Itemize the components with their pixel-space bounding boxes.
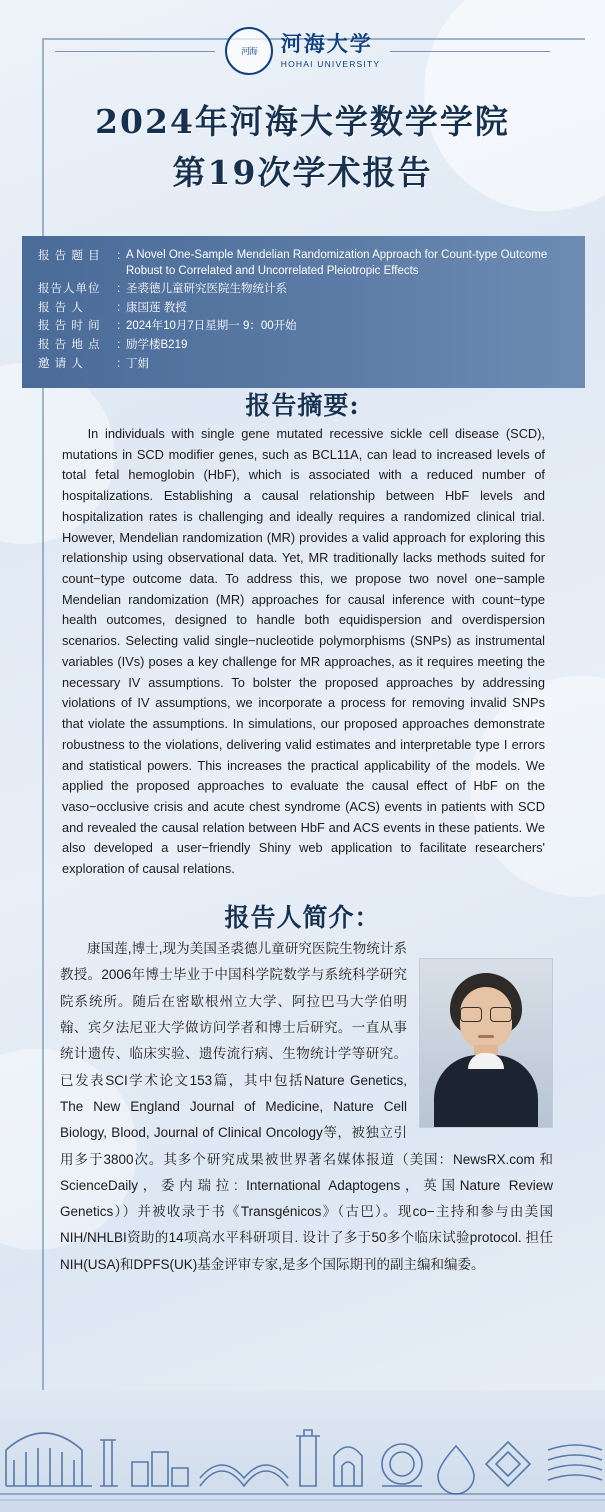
lecture-info-band: [22, 236, 585, 388]
university-seal-icon: [225, 27, 273, 75]
info-colon: ：: [116, 357, 128, 370]
title-line-1: 2024年河海大学数学学院: [95, 102, 510, 141]
info-row: [38, 356, 571, 373]
info-value-topic: A Novel One-Sample Mendelian Randomization Approach for Count-type Outcome Robust to Correlated and Uncorrelated Pleiotropic Effects: [126, 249, 548, 277]
info-label: 报 告 人: [38, 301, 84, 314]
info-label: 报告人单位: [38, 283, 101, 296]
info-colon: ：: [116, 283, 128, 296]
info-colon: ：: [116, 320, 128, 333]
university-logo: [225, 27, 381, 75]
title-line-2: 第19次学术报告: [172, 153, 433, 193]
info-colon: ：: [116, 339, 128, 352]
info-row: [38, 281, 571, 298]
info-value-time: 2024年10月7日星期一 9：00开始: [126, 320, 297, 333]
skyline-illustration: [0, 1390, 605, 1512]
abstract-heading: 报告摘要:: [245, 391, 360, 420]
info-colon: ：: [116, 250, 128, 262]
info-label: 报 告 题 目: [38, 250, 101, 262]
info-row: [38, 337, 571, 354]
info-value-affiliation: 圣裘德儿童研究医院生物统计系: [126, 283, 287, 296]
info-colon: ：: [116, 301, 128, 314]
bio-section: [60, 936, 553, 1278]
abstract-text: In individuals with single gene mutated recessive sickle cell disease (SCD), mutations in SCD modifier genes, such as BCL11A, can lead to increased levels of total fetal hemoglobin (HbF), which is associated with a reduced number of hospitalizations. Establishing a causal relationship between HbF levels and hospitalization rates is challenging and ideally requires a randomized clinical trial. However, Mendelian randomization (MR) provides a valid approach for exploring this relationship using observational data. Yet, MR traditionally lacks methods suited for count−type outcome data. To address this, we propose two novel one−sample Mendelian randomization (MR) approaches for causal inference with count−type health outcomes, designed to handle both equidispersion and overdispersion scenarios. Selecting valid single−nucleotide polymorphisms (SNPs) as instrumental variables (IVs) poses a key challenge for MR approaches, as it requires meeting the necessary IV assumptions. To bolster the proposed approaches by addressing violations of IV assumptions, we incorporate a process for removing invalid SNPs that violate the assumptions. In simulations, our proposed approaches demonstrate robustness to the violations, delivering valid estimates and interpretable type I errors and statistical powers. This increases the practical applicability of the models. We applied the proposed approaches to evaluate the causal effect of HbF on the vaso−occlusive crisis and acute chest syndrome (ACS) events in patients with SCD and revealed the causal relation between HbF and ACS events in these patients. We also developed a user−friendly Shiny web application to facilitate researchers' exploration of causal relations.: [62, 426, 545, 877]
university-name-cn: 河海大学: [280, 33, 373, 57]
university-logo-row: [0, 22, 605, 80]
info-value-host: 丁娟: [126, 357, 149, 370]
university-seal-text: 河海: [241, 45, 257, 56]
info-label: 邀 请 人: [38, 357, 84, 370]
info-row: [38, 318, 571, 335]
info-value-speaker: 康国莲 教授: [126, 301, 187, 314]
portrait-glasses-icon: [460, 1007, 512, 1021]
bio-heading: 报告人简介：: [224, 903, 381, 932]
bio-text: 康国莲,博士,现为美国圣裘德儿童研究医院生物统计系教授。2006年博士毕业于中国科学院数学与系统科学研究院系统所。随后在密歇根州立大学、阿拉巴马大学伯明翰、宾夕法尼亚大学做访问学者和博士后研究。一直从事统计遗传、临床实验、遗传流行病、生物统计学等研究。已发表SCI学术论文153篇，其中包括Nature Genetics, The New England Journal of Medicine, Nature Cell Biology, Blood, Journal of Clinical Oncology等，被独立引用多于3800次。其多个研究成果被世界著名媒体报道（美国：NewsRX.com 和ScienceDaily，委内瑞拉: International Adaptogens，英国Nature Review Genetics））并被收录于书《Transgénicos》（古巴）。现co−主持和参与由美国NIH/NHLBI资助的14项高水平科研项目. 设计了多于50多个临床试验protocol. 担任NIH(USA)和DPFS(UK)基金评审专家,是多个国际期刊的副主编和编委。: [60, 941, 553, 1272]
info-label: 报 告 时 间: [38, 320, 101, 333]
portrait-mouth: [478, 1035, 494, 1038]
abstract-section: [62, 424, 545, 880]
logo-rule-right: [390, 51, 550, 52]
info-row: [38, 248, 571, 279]
info-value-venue: 励学楼B219: [126, 339, 188, 352]
footer-skyline: [0, 1390, 605, 1512]
info-row: [38, 300, 571, 317]
speaker-portrait: [419, 958, 553, 1128]
university-name-en: HOHAI UNIVERSITY: [280, 58, 381, 69]
info-label: 报 告 地 点: [38, 339, 101, 352]
logo-rule-left: [55, 51, 215, 52]
poster-title: [0, 96, 605, 198]
